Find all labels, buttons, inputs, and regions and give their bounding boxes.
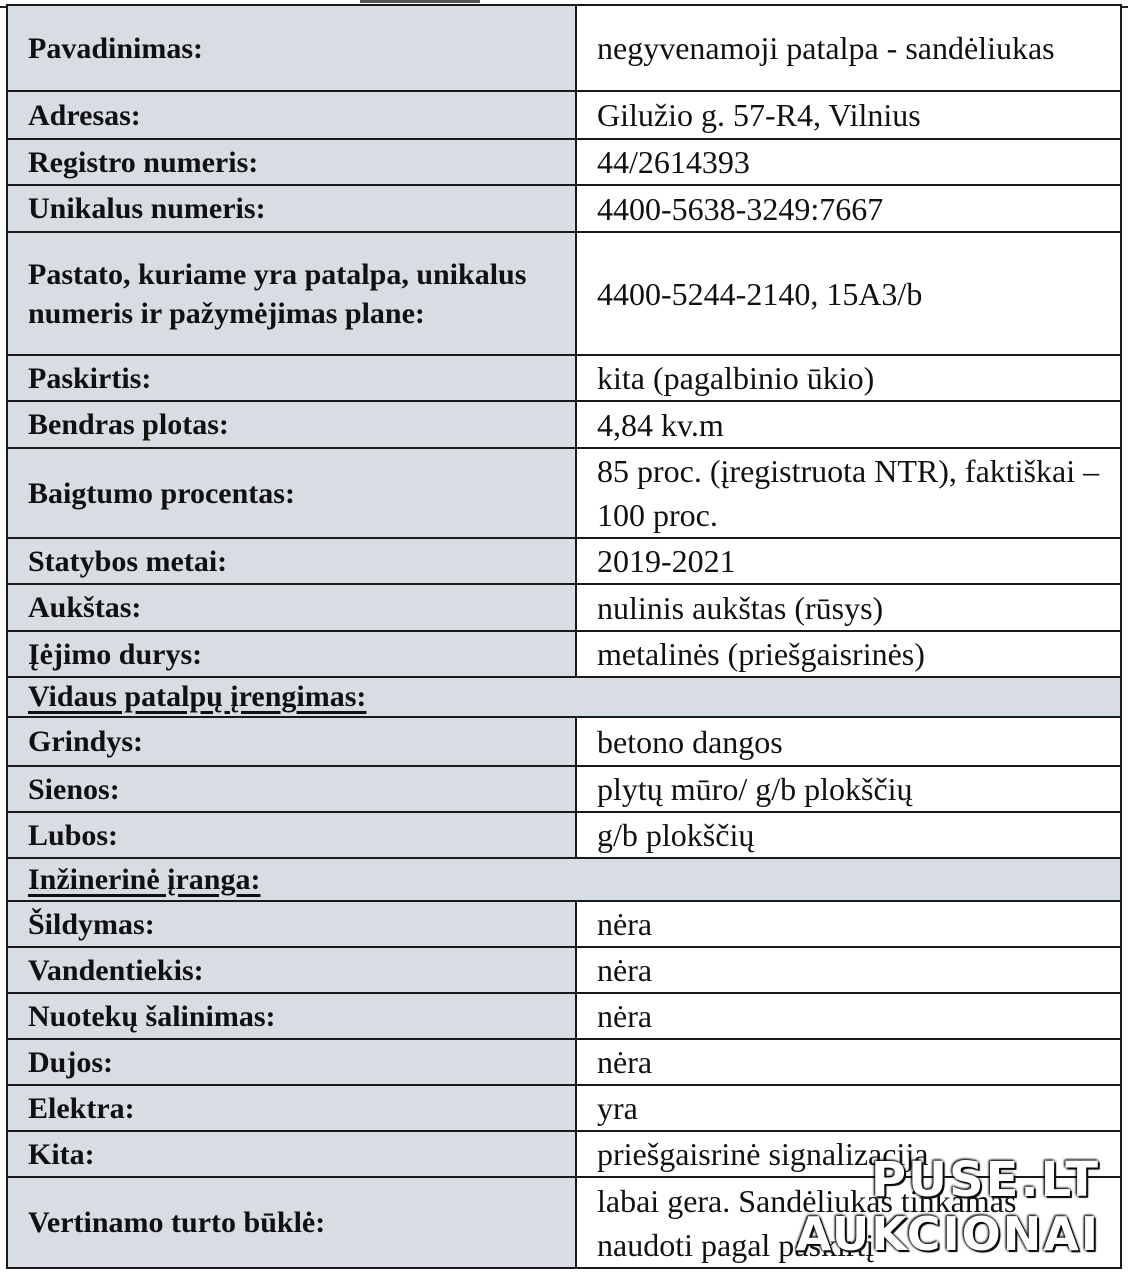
row-value: nėra [576,1039,1121,1085]
table-row [7,139,1121,185]
table-row [7,538,1121,584]
section-title: Inžinerinė įranga: [28,862,261,896]
row-label: Unikalus numeris: [7,185,576,232]
row-label: Vandentiekis: [7,947,576,993]
row-value: negyvenamoji patalpa - sandėliukas [576,5,1121,91]
row-value: 4400-5638-3249:7667 [576,185,1121,232]
row-label: Dujos: [7,1039,576,1085]
row-label: Bendras plotas: [7,401,576,448]
table-row [7,901,1121,947]
table-row [7,766,1121,812]
section-header [7,858,1121,901]
row-label: Kita: [7,1131,576,1177]
section-title-cell [7,677,1121,717]
row-label: Pavadinimas: [7,5,576,91]
row-label: Paskirtis: [7,355,576,401]
table-row [7,1039,1121,1085]
row-value: betono dangos [576,717,1121,766]
row-label: Grindys: [7,717,576,766]
row-label: Adresas: [7,91,576,139]
watermark-line-1: PUSE.LT [870,1152,1100,1208]
table-row [7,1085,1121,1131]
section-title-cell [7,858,1121,901]
row-label: Šildymas: [7,901,576,947]
section-header [7,677,1121,717]
table-row [7,584,1121,631]
row-value: yra [576,1085,1121,1131]
table-row [7,401,1121,448]
table-row [7,812,1121,858]
row-label: Registro numeris: [7,139,576,185]
row-value: 44/2614393 [576,139,1121,185]
row-value: priešgaisrinė signalizacija [576,1131,1121,1177]
row-label: Lubos: [7,812,576,858]
section-title: Vidaus patalpų įrengimas: [28,680,367,713]
row-label: Aukštas: [7,584,576,631]
table-row [7,993,1121,1039]
row-label: Elektra: [7,1085,576,1131]
row-value: metalinės (priešgaisrinės) [576,631,1121,677]
row-value: 2019-2021 [576,538,1121,584]
row-value: 4400-5244-2140, 15A3/b [576,232,1121,355]
watermark-line-2: AUKCIONAI [795,1207,1100,1261]
row-value: labai gera. Sandėliukas tinkamas naudoti pagal paskirtį [576,1177,1121,1268]
table-row [7,232,1121,355]
row-value: kita (pagalbinio ūkio) [576,355,1121,401]
row-value: 85 proc. (įregistruota NTR), faktiškai – 100 proc. [576,448,1121,538]
row-label: Sienos: [7,766,576,812]
table-row [7,717,1121,766]
row-value: nėra [576,901,1121,947]
table-row [7,5,1121,91]
row-label: Vertinamo turto būklė: [7,1177,576,1268]
table-row [7,185,1121,232]
table-row [7,448,1121,538]
row-label: Baigtumo procentas: [7,448,576,538]
row-value: nėra [576,947,1121,993]
row-value: nulinis aukštas (rūsys) [576,584,1121,631]
table-row [7,355,1121,401]
row-value: nėra [576,993,1121,1039]
table-row [7,947,1121,993]
row-value: g/b plokščių [576,812,1121,858]
property-details-table [6,4,1122,1269]
row-value: 4,84 kv.m [576,401,1121,448]
row-label: Statybos metai: [7,538,576,584]
row-label: Pastato, kuriame yra patalpa, unikalus numeris ir pažymėjimas plane: [7,232,576,355]
row-label: Įėjimo durys: [7,631,576,677]
table-row [7,631,1121,677]
row-label: Nuotekų šalinimas: [7,993,576,1039]
table-row [7,91,1121,139]
row-value: Gilužio g. 57-R4, Vilnius [576,91,1121,139]
row-value: plytų mūro/ g/b plokščių [576,766,1121,812]
